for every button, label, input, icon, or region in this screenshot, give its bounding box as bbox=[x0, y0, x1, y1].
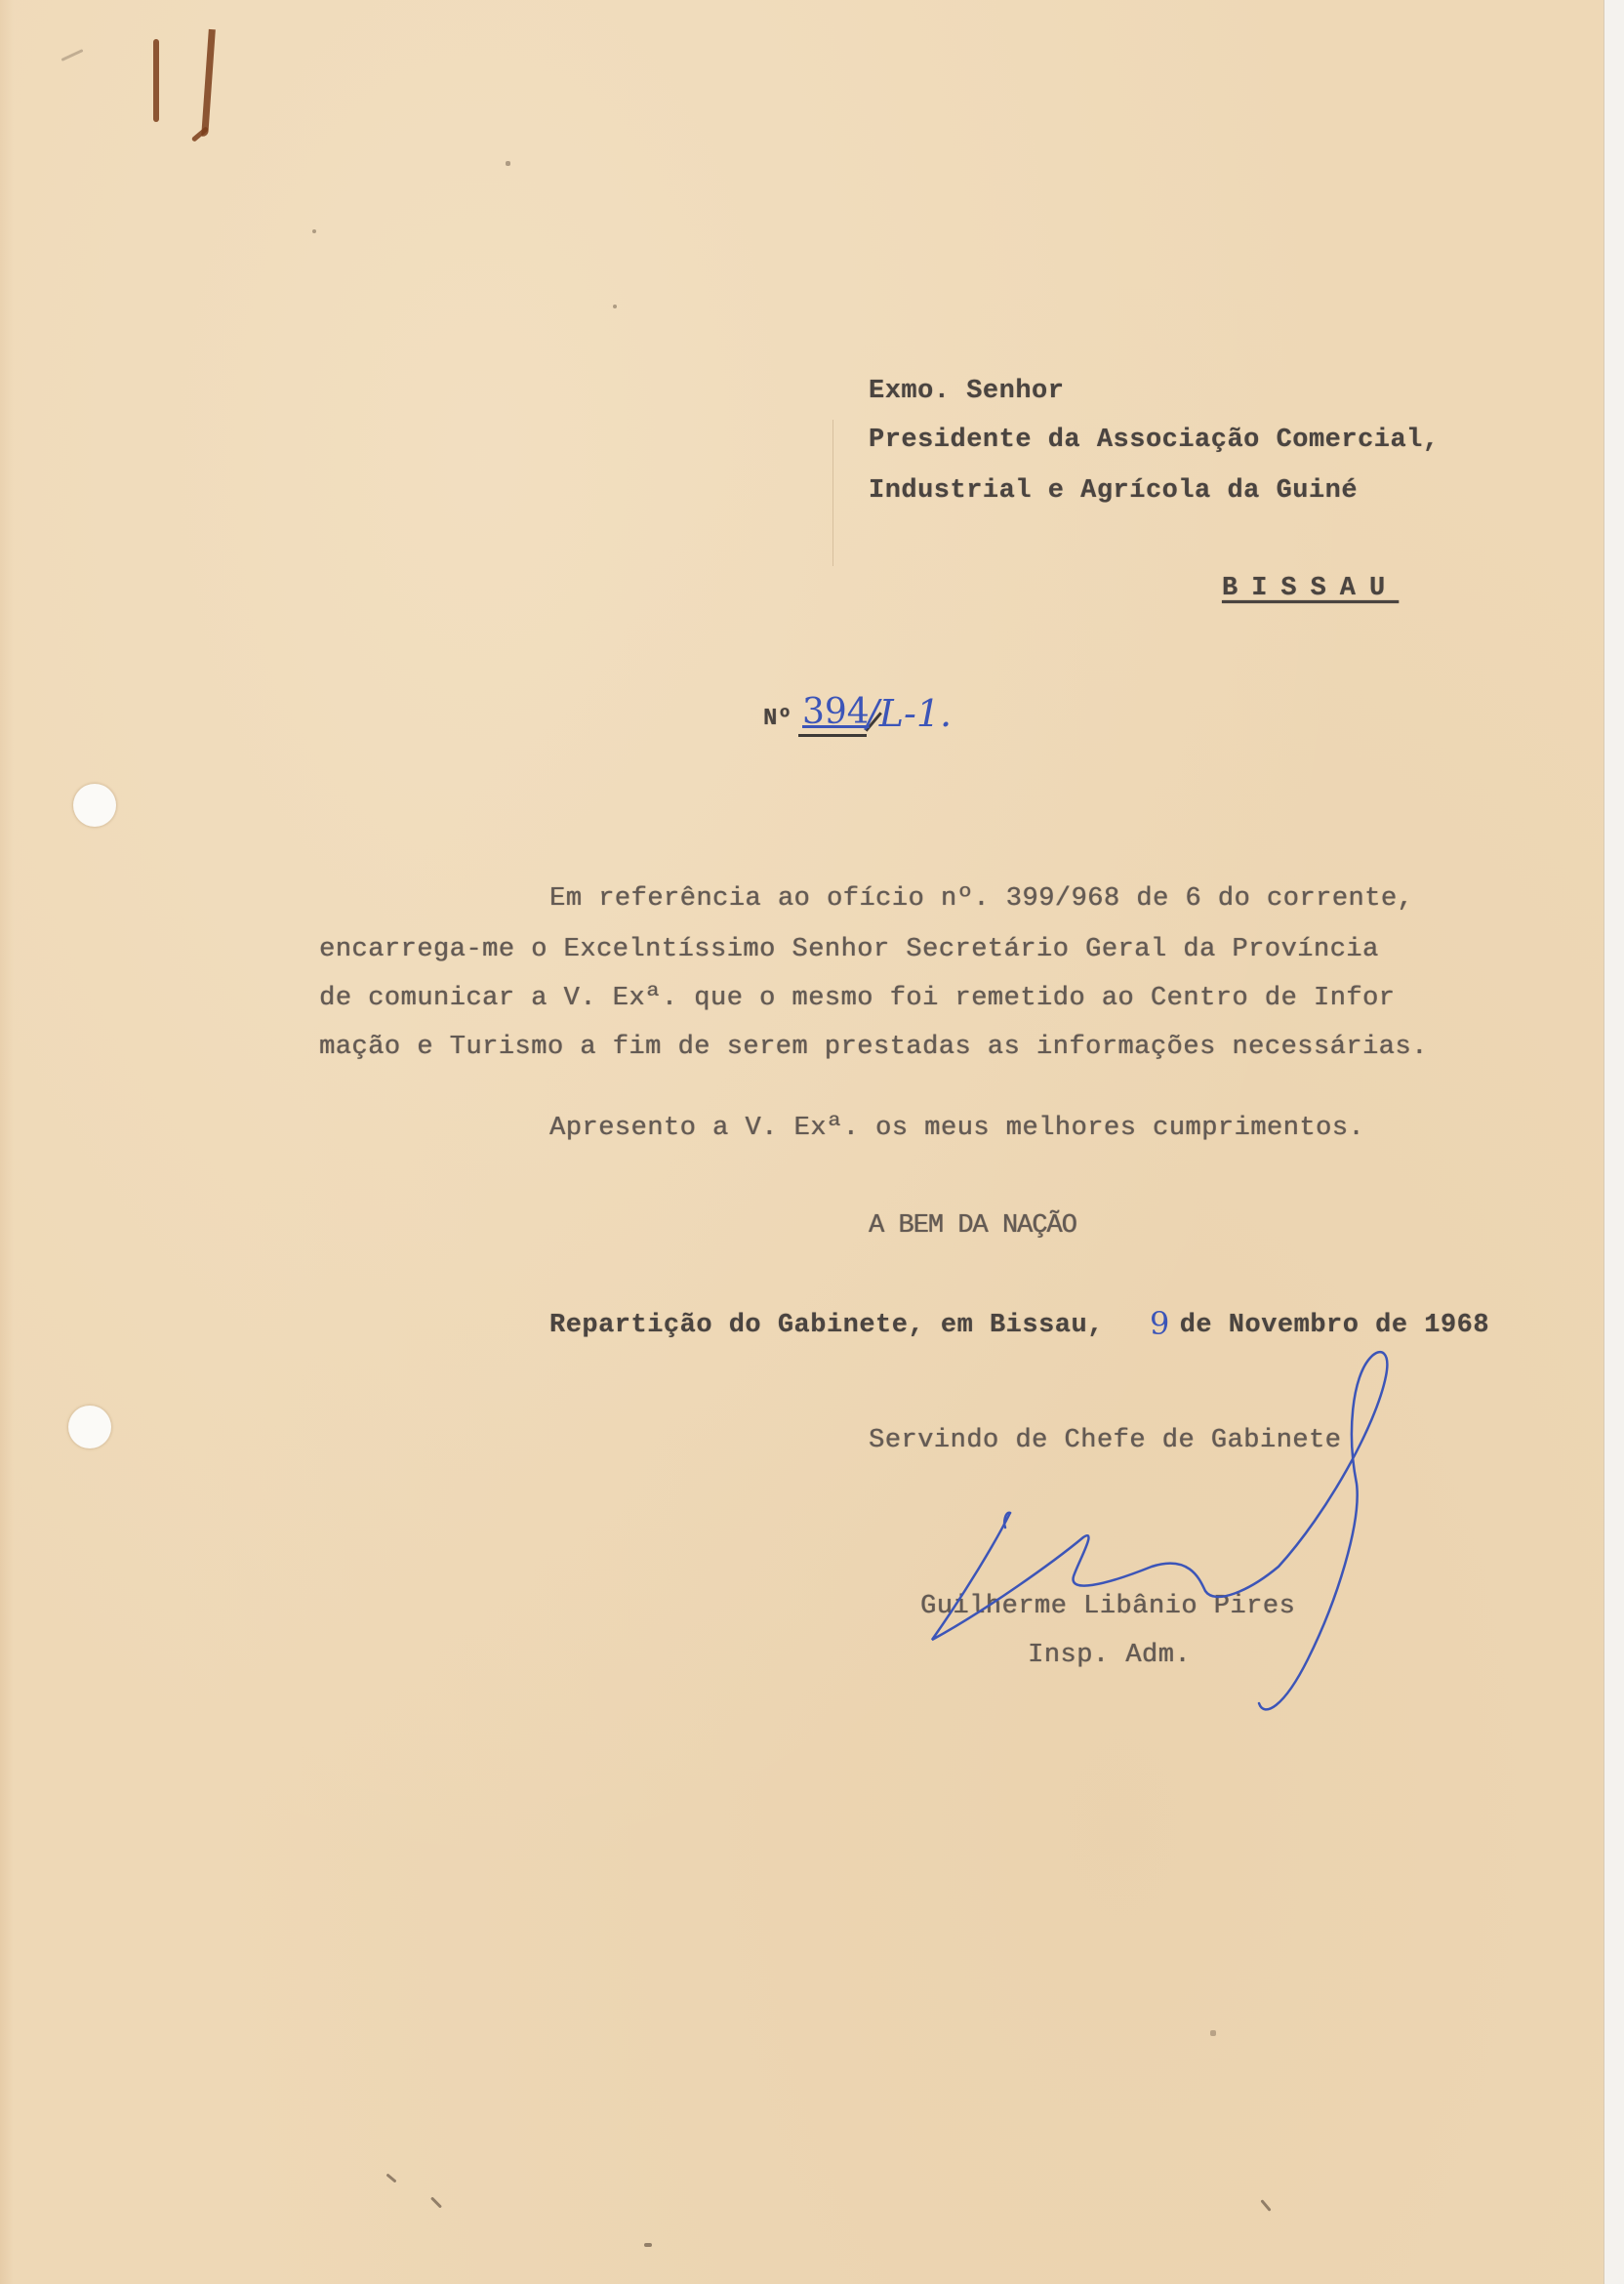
dateline-suffix: de Novembro de 1968 bbox=[1163, 1311, 1490, 1340]
dateline-day-handwritten: 9 bbox=[1150, 1305, 1170, 1342]
staple-rust-mark bbox=[153, 39, 159, 122]
scan-margin bbox=[1604, 0, 1624, 2284]
dateline-prefix: Repartição do Gabinete, em Bissau, bbox=[549, 1311, 1104, 1340]
body-line-4: mação e Turismo a fim de serem prestadas as informações necessárias. bbox=[319, 1033, 1428, 1062]
paper-speck bbox=[386, 2173, 396, 2182]
addressee-line-2: Industrial e Agrícola da Guiné bbox=[869, 476, 1359, 506]
body-line-1: Em referência ao ofício nº. 399/968 de 6 do corrente, bbox=[549, 884, 1414, 914]
reference-number-handwritten: 394 bbox=[802, 692, 870, 732]
reference-underline bbox=[798, 734, 867, 737]
punch-hole bbox=[73, 784, 116, 827]
paper-speck bbox=[644, 2243, 652, 2247]
body-line-3: de comunicar a V. Exª. que o mesmo foi remetido ao Centro de Infor bbox=[319, 984, 1396, 1013]
paper-speck bbox=[312, 229, 316, 233]
paper-speck bbox=[1210, 2030, 1216, 2036]
body-line-2: encarrega-me o Excelntíssimo Senhor Secretário Geral da Província bbox=[319, 935, 1379, 964]
staple-rust-mark bbox=[201, 29, 216, 137]
addressee-line-1: Presidente da Associação Comercial, bbox=[869, 426, 1440, 455]
punch-hole bbox=[68, 1406, 111, 1448]
addressee-salutation: Exmo. Senhor bbox=[869, 377, 1065, 406]
paper-speck bbox=[430, 2196, 442, 2208]
fold-line bbox=[832, 420, 833, 566]
paper-smudge bbox=[61, 49, 83, 61]
paper-speck bbox=[613, 305, 617, 308]
closing-line: Apresento a V. Exª. os meus melhores cumprimentos. bbox=[549, 1114, 1365, 1143]
signature-role: Servindo de Chefe de Gabinete bbox=[869, 1426, 1342, 1455]
motto: A BEM DA NAÇÃO bbox=[869, 1211, 1076, 1241]
reference-prefix: Nº bbox=[763, 706, 792, 732]
signatory-title: Insp. Adm. bbox=[1028, 1641, 1192, 1670]
paper-speck bbox=[506, 161, 510, 166]
reference-suffix-handwritten: /L-1. bbox=[867, 692, 953, 735]
addressee-city: BISSAU bbox=[1222, 574, 1400, 603]
signatory-name: Guilherme Libânio Pires bbox=[920, 1592, 1296, 1621]
paper-speck bbox=[1260, 2199, 1271, 2212]
